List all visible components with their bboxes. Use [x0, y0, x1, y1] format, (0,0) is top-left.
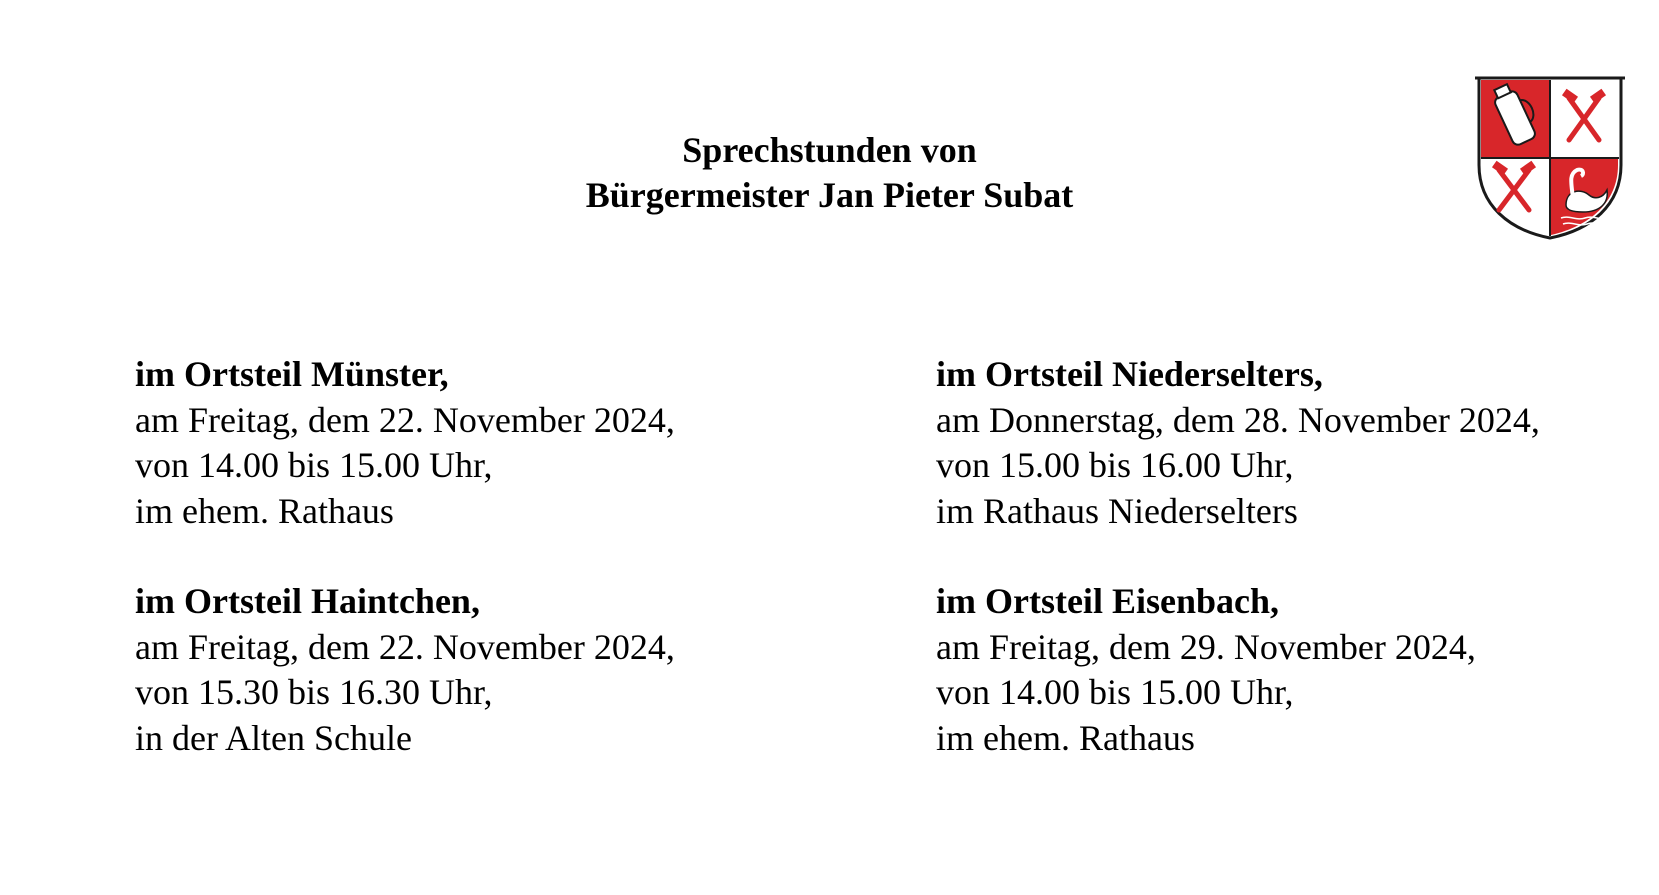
schedule-entry-eisenbach	[936, 579, 1476, 761]
schedule-place: in der Alten Schule	[135, 717, 412, 758]
schedule-place: im Rathaus Niederselters	[936, 490, 1298, 531]
schedule-heading: im Ortsteil Haintchen,	[135, 581, 480, 621]
schedule-date: am Freitag, dem 22. November 2024,	[135, 399, 675, 440]
coat-of-arms-icon	[1471, 70, 1629, 240]
schedule-date: am Donnerstag, dem 28. November 2024,	[936, 399, 1540, 440]
schedule-heading: im Ortsteil Münster,	[135, 354, 449, 394]
schedule-place: im ehem. Rathaus	[936, 717, 1195, 758]
page-title	[0, 128, 1659, 218]
title-line-2: Bürgermeister Jan Pieter Subat	[585, 175, 1074, 215]
schedule-date: am Freitag, dem 29. November 2024,	[936, 626, 1476, 667]
schedule-time: von 15.00 bis 16.00 Uhr,	[936, 445, 1294, 485]
schedule-entry-haintchen	[135, 579, 675, 761]
schedule-heading: im Ortsteil Niederselters,	[936, 354, 1323, 394]
schedule-entry-niederselters	[936, 352, 1540, 534]
schedule-date: am Freitag, dem 22. November 2024,	[135, 626, 675, 667]
title-line-1: Sprechstunden von	[682, 130, 977, 170]
schedule-entry-muenster	[135, 352, 675, 534]
schedule-heading: im Ortsteil Eisenbach,	[936, 581, 1279, 621]
schedule-place: im ehem. Rathaus	[135, 490, 394, 531]
schedule-time: von 14.00 bis 15.00 Uhr,	[936, 672, 1294, 712]
schedule-time: von 15.30 bis 16.30 Uhr,	[135, 672, 493, 712]
schedule-time: von 14.00 bis 15.00 Uhr,	[135, 445, 493, 485]
